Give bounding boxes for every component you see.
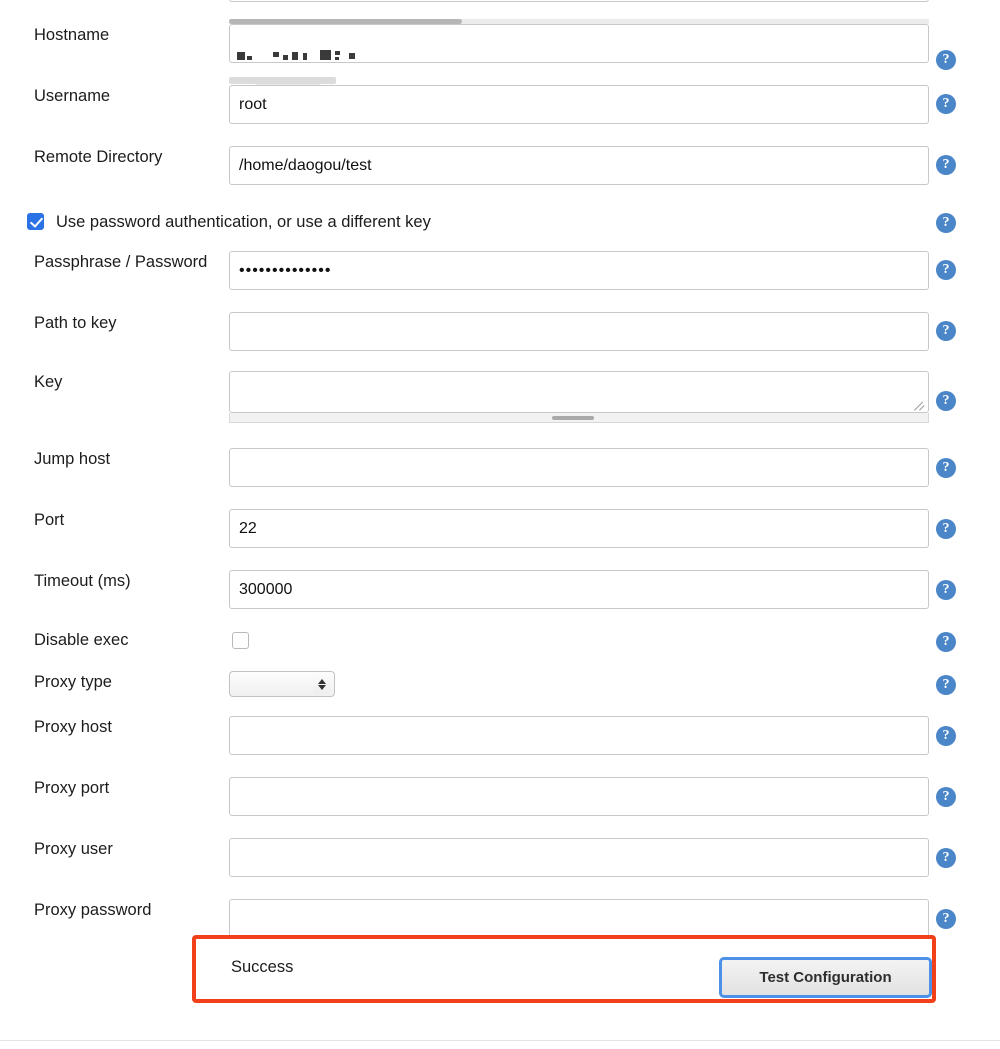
disable-exec-checkbox[interactable] bbox=[232, 632, 249, 649]
label-jump-host: Jump host bbox=[34, 450, 111, 468]
remote-directory-input[interactable] bbox=[229, 146, 929, 185]
help-icon-password-authentication[interactable]: ? bbox=[936, 213, 956, 233]
label-proxy-user: Proxy user bbox=[34, 840, 113, 858]
key-horizontal-scrollbar[interactable] bbox=[229, 413, 929, 423]
help-icon-disable-exec[interactable]: ? bbox=[936, 632, 956, 652]
proxy-user-input[interactable] bbox=[229, 838, 929, 877]
help-icon-proxy-user[interactable]: ? bbox=[936, 848, 956, 868]
previous-field-partial bbox=[229, 0, 929, 2]
row-password-authentication bbox=[0, 205, 1000, 241]
proxy-password-input[interactable] bbox=[229, 899, 929, 938]
help-icon-proxy-password[interactable]: ? bbox=[936, 909, 956, 929]
hostname-redaction-block bbox=[283, 55, 288, 60]
help-icon-proxy-port[interactable]: ? bbox=[936, 787, 956, 807]
proxy-host-input[interactable] bbox=[229, 716, 929, 755]
hostname-input[interactable] bbox=[229, 24, 929, 63]
hostname-redaction-block bbox=[247, 56, 252, 60]
row-proxy-type bbox=[0, 668, 1000, 708]
help-icon-timeout[interactable]: ? bbox=[936, 580, 956, 600]
label-proxy-type: Proxy type bbox=[34, 673, 112, 691]
hostname-redaction-block bbox=[292, 52, 298, 60]
label-proxy-host: Proxy host bbox=[34, 718, 112, 736]
test-configuration-button[interactable]: Test Configuration bbox=[719, 957, 932, 998]
row-proxy-port bbox=[0, 769, 1000, 829]
jump-host-input[interactable] bbox=[229, 448, 929, 487]
hostname-redaction-block bbox=[273, 52, 279, 57]
passphrase-input[interactable] bbox=[229, 251, 929, 290]
help-icon-hostname[interactable]: ? bbox=[936, 50, 956, 70]
row-timeout bbox=[0, 562, 1000, 622]
row-disable-exec bbox=[0, 626, 1000, 666]
label-username: Username bbox=[34, 87, 111, 105]
label-path-to-key: Path to key bbox=[34, 314, 117, 332]
hostname-redaction-block bbox=[335, 57, 339, 60]
hostname-redaction-block bbox=[303, 53, 307, 60]
proxy-port-input[interactable] bbox=[229, 777, 929, 816]
chevron-updown-icon bbox=[313, 675, 330, 694]
port-input[interactable] bbox=[229, 509, 929, 548]
help-icon-proxy-type[interactable]: ? bbox=[936, 675, 956, 695]
help-icon-jump-host[interactable]: ? bbox=[936, 458, 956, 478]
help-icon-remote-directory[interactable]: ? bbox=[936, 155, 956, 175]
path-to-key-input[interactable] bbox=[229, 312, 929, 351]
label-passphrase: Passphrase / Password bbox=[34, 253, 208, 271]
help-icon-path-to-key[interactable]: ? bbox=[936, 321, 956, 341]
help-icon-passphrase[interactable]: ? bbox=[936, 260, 956, 280]
row-proxy-host bbox=[0, 708, 1000, 768]
proxy-type-select[interactable] bbox=[229, 671, 335, 697]
label-port: Port bbox=[34, 511, 65, 529]
label-hostname: Hostname bbox=[34, 26, 110, 44]
test-status-text: Success bbox=[231, 958, 294, 976]
label-remote-directory: Remote Directory bbox=[34, 148, 163, 166]
label-proxy-password: Proxy password bbox=[34, 901, 152, 919]
label-proxy-port: Proxy port bbox=[34, 779, 110, 797]
help-icon-key[interactable]: ? bbox=[936, 391, 956, 411]
row-path-to-key bbox=[0, 302, 1000, 362]
label-key: Key bbox=[34, 373, 63, 391]
row-username bbox=[0, 75, 1000, 135]
hostname-redaction-block bbox=[335, 51, 340, 55]
timeout-input[interactable] bbox=[229, 570, 929, 609]
hostname-redaction-block bbox=[237, 52, 245, 60]
hostname-redaction-block bbox=[320, 50, 331, 60]
row-passphrase bbox=[0, 241, 1000, 301]
help-icon-port[interactable]: ? bbox=[936, 519, 956, 539]
key-textarea-resize-handle[interactable] bbox=[914, 399, 926, 411]
help-icon-username[interactable]: ? bbox=[936, 94, 956, 114]
key-textarea-wrapper bbox=[229, 371, 929, 413]
bottom-divider bbox=[0, 1040, 1000, 1041]
password-authentication-checkbox[interactable] bbox=[27, 213, 44, 230]
username-input[interactable] bbox=[229, 85, 929, 124]
row-proxy-user bbox=[0, 830, 1000, 890]
row-hostname bbox=[0, 14, 1000, 74]
hostname-redaction-block bbox=[349, 53, 355, 59]
label-timeout: Timeout (ms) bbox=[34, 572, 131, 590]
row-key bbox=[0, 363, 1000, 438]
row-port bbox=[0, 501, 1000, 561]
password-authentication-label: Use password authentication, or use a different key bbox=[56, 213, 431, 231]
label-disable-exec: Disable exec bbox=[34, 631, 129, 649]
help-icon-proxy-host[interactable]: ? bbox=[936, 726, 956, 746]
row-jump-host bbox=[0, 440, 1000, 500]
row-remote-directory bbox=[0, 136, 1000, 196]
